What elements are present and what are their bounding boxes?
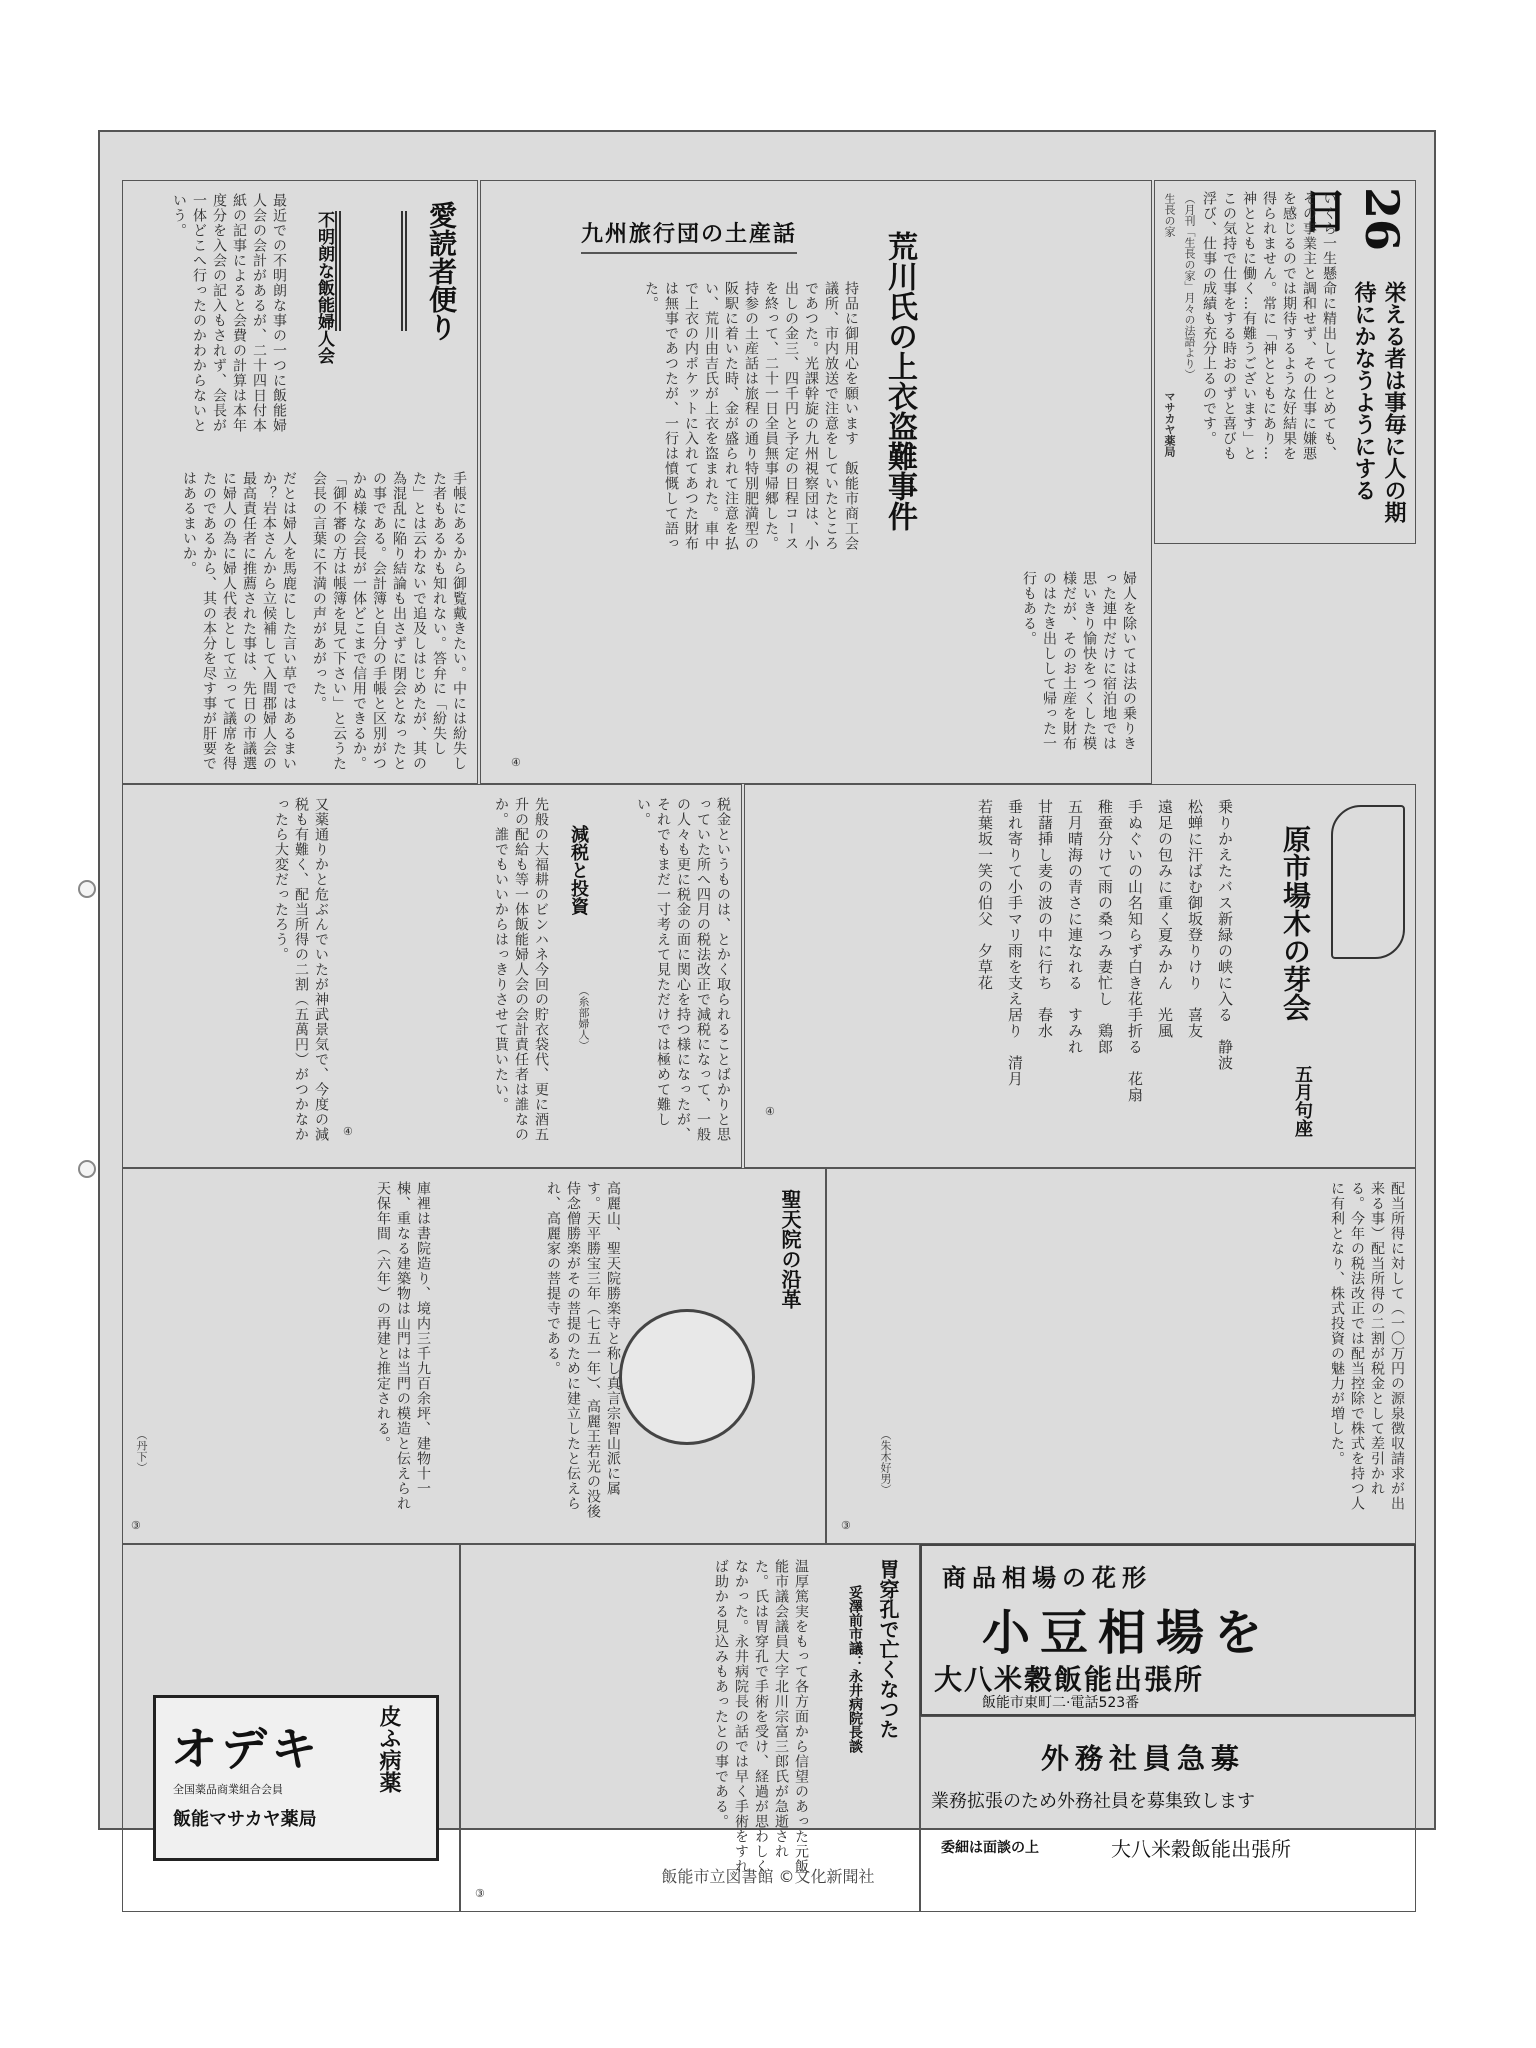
maxim-sponsor: マサカヤ薬局 — [1163, 391, 1176, 457]
temple-history-article — [122, 1168, 826, 1544]
recruit-body: 業務拡張のため外務社員を募集致します — [931, 1791, 1255, 1812]
haiku-title: 原市場木の芽会 — [1279, 825, 1312, 1021]
haiku-line: 手ぬぐいの山名知らず白き花手折る 花扇 — [1126, 799, 1144, 1103]
recruit-company: 大八米穀飯能出張所 — [1111, 1837, 1291, 1861]
recruit-title: 外務社員急募 — [1041, 1742, 1246, 1775]
library-footer: 飯能市立図書館 ©文化新聞社 — [661, 1867, 875, 1886]
reader-body-3: だとは婦人を馬鹿にした言い草ではあるまいか？岩本さんから立候補して入間郡婦人会の最高責任者に推薦された事は、先日の市議選に婦人の為に婦人代表として立って議席を得たのであるから、其の本分を尽す事が肝要ではあるまいか。 — [181, 471, 297, 771]
tax-body: 税金というものは、とかく取られることばかりと思っていた所へ四月の税法改正で減税になって、一般の人々も更に税金の面に関心を持つ様になったが、それでもまだ一寸考えて見ただけでは極めて難しい。 — [635, 797, 731, 1142]
reader-decoration-illustration — [335, 211, 407, 331]
odeki-ad — [122, 1544, 460, 1912]
azuki-company: 大八米穀飯能出張所 — [934, 1663, 1205, 1696]
reader-title: 愛読者便り — [425, 201, 458, 341]
haiku-subtitle: 五月句座 — [1292, 1065, 1313, 1137]
tax-number: ④ — [343, 1125, 353, 1138]
maxim-body: いくら一生懸命に精出してつとめても、その事業主と調和せず、その仕事に嫌悪を感じるのでは期待するような好結果を得られません。常に「神とともにあり…神とともに働く…有難うございます」とこの気持で仕事をする時おのずと喜びも浮び、仕事の成績も充分上るのです。 — [1201, 191, 1337, 461]
haiku-column — [744, 784, 1416, 1168]
temple-author: （丹下） — [135, 1429, 148, 1473]
odeki-tag: 皮ふ病薬 — [376, 1705, 401, 1793]
haiku-line: 若葉坂一笑の伯父 夕草花 — [976, 799, 994, 991]
azuki-top-line: 商品相場の花形 — [942, 1564, 1152, 1592]
temple-title: 聖天院の沿革 — [778, 1189, 802, 1309]
reader-letters-box — [122, 180, 478, 784]
haiku-line: 甘藷挿し麦の波の中に行ち 春水 — [1036, 799, 1054, 1039]
odeki-shop: 飯能マサカヤ薬局 — [173, 1809, 317, 1830]
tax-body-2: 先般の大福耕のビンハネ今回の貯衣袋代、更に酒五升の配給も等一体飯能婦人会の会計責任者は誰なのか。誰でもいいからはっきりさせて貰いたい。 — [493, 797, 549, 1142]
temple-number: ③ — [131, 1519, 141, 1532]
obit-number: ③ — [475, 1887, 485, 1900]
temple-illustration — [619, 1309, 755, 1445]
kyushu-title: 荒川氏の上衣盗難事件 — [882, 231, 917, 531]
maxim-headline: 栄える者は事毎に人の期待にかなうようにする — [1351, 281, 1407, 523]
haiku-line: 垂れ寄りて小手マリ雨を支え居り 清月 — [1006, 799, 1024, 1087]
reader-subtitle: 不明朗な飯能婦人会 — [314, 211, 334, 364]
haiku-line: 稚蚕分けて雨の桑つみ妻忙し 鶏郎 — [1096, 799, 1114, 1055]
obit-title: 胃穿孔で亡くなつた — [876, 1559, 900, 1739]
tax-signature: （糸部婦人） — [577, 985, 590, 1051]
azuki-address: 飯能市東町二·電話523番 — [982, 1695, 1140, 1711]
kyushu-body: 持品に御用心を願います 飯能市商工会議所、市内放送で注意をしていたところであつた。光課幹旋の九州視察団は、小出しの金三、四千円と予定の日程コースを終って、二十一日全員無事帰郷した。持参の土産話は旅程の通り特別肥満型の阪駅に着いた時、金が盛られて注意を払い、荒川由吉氏が上衣を盗まれた。車中で上衣の内ポケットに入れてあつた財布は無事であつたが、一行は憤慨して語った。 — [643, 281, 859, 551]
invest-author: （朱木好男） — [879, 1429, 892, 1495]
haiku-line: 乗りかえたバス新緑の峡に入る 静波 — [1216, 799, 1234, 1071]
haiku-lines — [805, 799, 1235, 1139]
tax-title: 減税と投資 — [568, 825, 589, 915]
invest-number: ③ — [841, 1519, 851, 1532]
haiku-line: 遠足の包みに重く夏みかん 光風 — [1156, 799, 1174, 1039]
haiku-number: ④ — [765, 1105, 775, 1118]
recruit-note: 委細は面談の上 — [941, 1840, 1039, 1856]
haiku-illustration — [1331, 805, 1405, 959]
maxim-org: 生長の家 — [1163, 193, 1176, 237]
date-heading: 26日 — [1295, 187, 1409, 252]
odeki-maker: 全国薬品商業組合会員 — [173, 1783, 283, 1796]
obit-body: 温厚篤実をもって各方面から信望のあった元飯能市議会議員大字北川宗富三郎氏が急逝された。氏は胃穿孔で手術を受け、経過が思わしくなかった。永井病院長の話では早く手術をすれば助かる見込みもあったとの事である。 — [713, 1559, 809, 1874]
kyushu-banner: 九州旅行団の土産話 — [581, 217, 797, 254]
odeki-brand: オデキ — [171, 1722, 321, 1776]
kyushu-body-2: 婦人を除いては法の乗りきった連中だけに宿泊地では思いきり愉快をつくした模様だが、そのお土産を財布のはたき出しして帰った一行もある。 — [1021, 571, 1137, 751]
kyushu-trip-article — [480, 180, 1152, 784]
azuki-main: 小豆相場を — [982, 1605, 1273, 1661]
binding-hole-top — [78, 880, 96, 898]
maxim-source: （月刊「生長の家」月々の法語より） — [1183, 193, 1196, 380]
obituary-article — [460, 1544, 920, 1912]
kyushu-number: ④ — [511, 756, 521, 769]
haiku-line: 五月晴海の青さに連なれる すみれ — [1066, 799, 1084, 1055]
binding-hole-bottom — [78, 1160, 96, 1178]
obit-subtitle: 妥澤前市議：永井病院長談 — [847, 1585, 863, 1753]
reader-body-2: 手帳にあるから御覧戴きたい。中には紛失した者もあるかも知れない。答弁に「紛失した」とは云わないで追及しはじめたが、其の為混乱に陥り結論も出さずに閉会となったとの事である。会計簿と自分の手帳と区別がつかぬ様な会長が一体どこまで信用できるか。「御不審の方は帳簿を見て下さい」と云うた会長の言葉に不満の声があがった。 — [311, 471, 467, 771]
invest-article — [826, 1168, 1416, 1544]
invest-body: 配当所得に対して（一〇万円の源泉徴収請求が出来る事）配当所得の二割が税金として差引かれる。今年の税法改正では配当控除で株式を持つ人に有利となり、株式投資の魅力が増した。 — [1329, 1181, 1405, 1511]
tax-investment-article — [122, 784, 742, 1168]
temple-body-2: 庫裡は書院造り、境内三千九百余坪、建物十一棟、重なる建築物は山門は当門の模造と伝えられ天保年間（六年）の再建と推定される。 — [375, 1181, 431, 1511]
azuki-market-ad — [920, 1544, 1416, 1716]
reader-body: 最近での不明朗な事の一つに飯能婦人会の会計があるが、二十四日付本紙の記事によると会費の計算は本年度分を入会の記入もされず、会長が一体どこへ行ったのかわからないという。 — [171, 193, 287, 433]
tax-body-3: 又薬通りかと危ぶんでいたが神武景気で、今度の減税も有難く、配当所得の二割（五萬円）がつかなかったら大変だったろう。 — [273, 797, 329, 1142]
temple-body: 高麗山、聖天院勝楽寺と称し真言宗智山派に属す。天平勝宝三年（七五一年）、高麗王若光の没後侍念僧勝楽がその菩提のために建立したと伝えられ、高麗家の菩提寺である。 — [545, 1181, 621, 1519]
daily-maxim-box — [1154, 180, 1416, 544]
haiku-line: 松蝉に汗ばむ御坂登りけり 喜友 — [1186, 799, 1204, 1039]
